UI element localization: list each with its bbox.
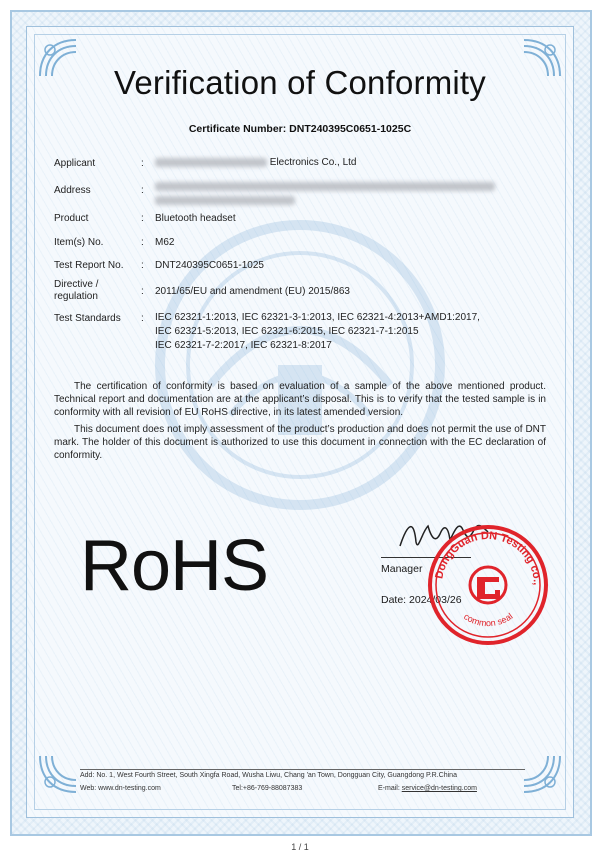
rohs-mark: RoHS bbox=[80, 526, 269, 606]
address-value bbox=[155, 180, 495, 208]
test-standards-line: IEC 62321-5:2013, IEC 62321-6:2015, IEC 62321-7-1:2015 bbox=[155, 326, 419, 337]
test-standards-value bbox=[155, 311, 480, 353]
redacted-text bbox=[155, 196, 295, 205]
email-link[interactable]: service@dn-testing.com bbox=[401, 785, 477, 792]
issue-date: Date: 2024/03/26 bbox=[381, 594, 462, 606]
field-colon: : bbox=[141, 286, 144, 297]
directive-label bbox=[54, 279, 98, 303]
product-value: Bluetooth headset bbox=[155, 213, 236, 224]
svg-text:DongGuan DN Testing co., Ltd bbox=[425, 522, 543, 585]
usage-statement: This document does not imply assessment of the product’s production and does not permit the use of DNT mark. The holder of this document is authorized to use this document in connection with the EC declaration of conformity. bbox=[54, 424, 546, 462]
seal-text: DongGuan DN Testing co., bbox=[433, 529, 544, 586]
items-label: Item(s) No. bbox=[54, 237, 104, 248]
company-seal-icon bbox=[425, 522, 551, 648]
product-label: Product bbox=[54, 213, 89, 224]
test-standards-label: Test Standards bbox=[54, 313, 121, 324]
test-report-value: DNT240395C0651-1025 bbox=[155, 260, 264, 271]
footer-divider bbox=[80, 769, 525, 770]
footer-email-label: E-mail: bbox=[378, 785, 402, 792]
address-label: Address bbox=[54, 185, 91, 196]
items-value: M62 bbox=[155, 237, 175, 248]
footer-address: Add: No. 1, West Fourth Street, South Xingfa Road, Wusha Liwu, Chang 'an Town, Dongguan City, Guangdong P.R.China bbox=[80, 772, 457, 779]
document-title: Verification of Conformity bbox=[113, 64, 487, 101]
field-colon: : bbox=[141, 213, 144, 224]
applicant-name: Electronics Co., Ltd bbox=[269, 157, 357, 168]
redacted-text bbox=[155, 158, 267, 167]
applicant-label: Applicant bbox=[54, 158, 96, 169]
page-number: 1 / 1 bbox=[291, 842, 309, 852]
certificate-number: Certificate Number: DNT240395C0651-1025C bbox=[188, 123, 412, 135]
seal-bottom-text: common seal bbox=[462, 611, 515, 629]
directive-label-line1: Directive / bbox=[54, 279, 99, 290]
test-standards-line: IEC 62321-1:2013, IEC 62321-3-1:2013, IEC 62321-4:2013+AMD1:2017, bbox=[155, 312, 480, 323]
redacted-text bbox=[155, 182, 495, 191]
field-colon: : bbox=[141, 237, 144, 248]
conformity-statement: The certification of conformity is based on evaluation of a sample of the above mentioned product. Technical report and documentation are at the applicant’s disposal. This is to verify that the tested sample is in conformity with all revision of EU RoHS directive, in its latest amended version. bbox=[54, 381, 546, 419]
corner-ornament-icon bbox=[520, 752, 564, 796]
corner-ornament-icon bbox=[36, 752, 80, 796]
directive-label-line2: regulation bbox=[54, 291, 98, 302]
footer-website[interactable]: Web: www.dn-testing.com bbox=[80, 785, 161, 792]
applicant-value bbox=[155, 156, 357, 170]
field-colon: : bbox=[141, 185, 144, 196]
footer-phone: Tel:+86-769-88087383 bbox=[232, 785, 303, 792]
field-colon: : bbox=[141, 260, 144, 271]
footer-email bbox=[378, 785, 477, 792]
field-colon: : bbox=[141, 158, 144, 169]
directive-value: 2011/65/EU and amendment (EU) 2015/863 bbox=[155, 286, 350, 297]
test-standards-line: IEC 62321-7-2:2017, IEC 62321-8:2017 bbox=[155, 340, 332, 351]
field-colon: : bbox=[141, 313, 144, 324]
test-report-label: Test Report No. bbox=[54, 260, 124, 271]
signatory-role: Manager bbox=[381, 563, 423, 575]
svg-text:common seal bbox=[462, 611, 514, 628]
